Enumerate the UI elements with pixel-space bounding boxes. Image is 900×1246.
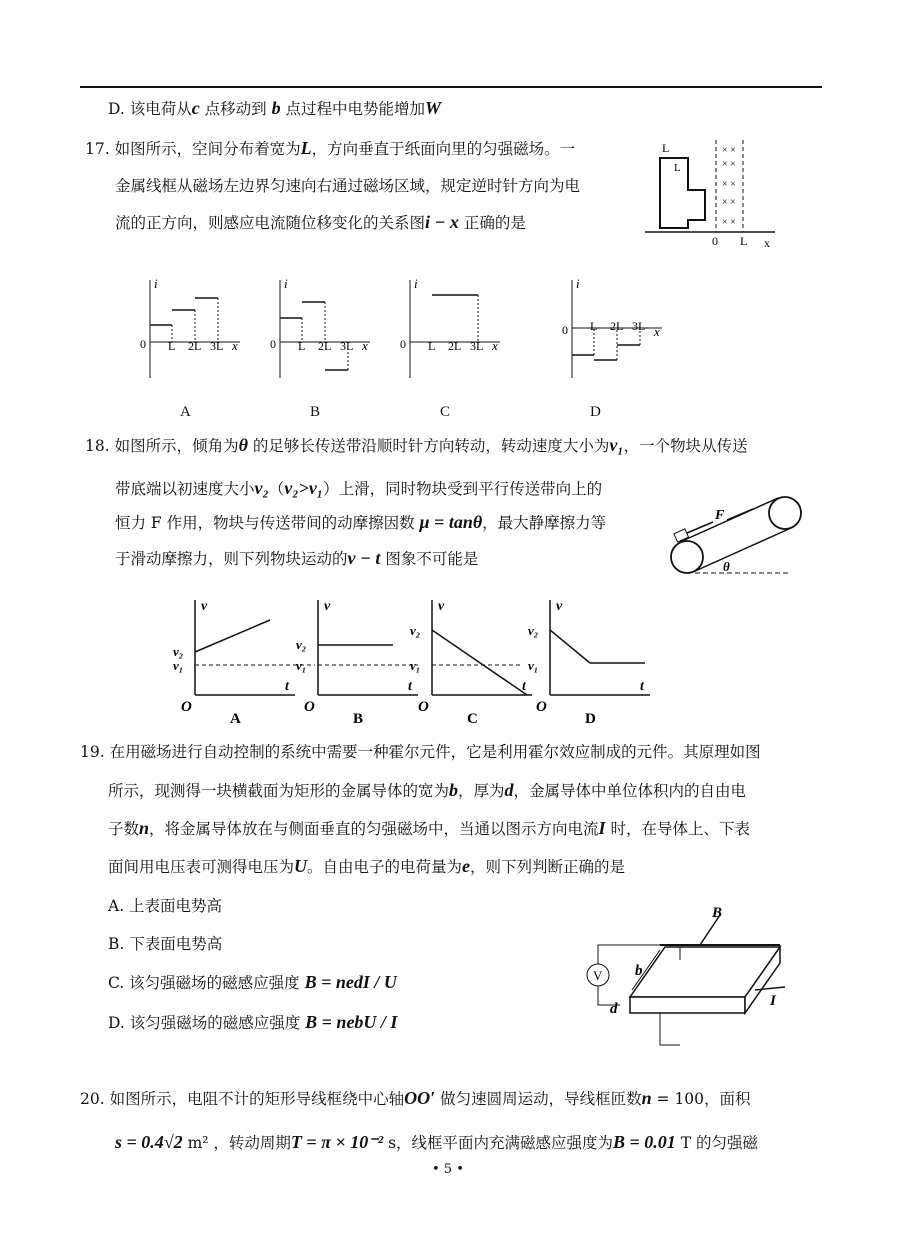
q18-line2 (115, 478, 602, 499)
q19-option-c (108, 972, 397, 993)
tick-label: 3L (632, 319, 646, 333)
math-expression: v − t (347, 548, 381, 568)
text-segment: D. 该电荷从 (108, 100, 192, 118)
q18-choice-c: C (467, 711, 478, 727)
tick-label: 3L (470, 339, 484, 353)
axis-label: x (654, 324, 660, 339)
q19-option-a (108, 896, 222, 916)
axis-label: v (201, 599, 208, 614)
page-number: • 5 • (432, 1162, 464, 1177)
voltmeter-label: V (593, 968, 603, 983)
width-label: L (662, 141, 670, 155)
text-segment: 点移动到 (199, 100, 272, 118)
math-expression: B = nebU / I (305, 1012, 398, 1032)
v1-label: v₁ (410, 658, 421, 673)
origin-label: O (418, 699, 429, 715)
text-segment: ，一个物块从传送 (623, 437, 748, 455)
text-segment: 正确的是 (458, 214, 526, 232)
thickness-label: d (610, 1001, 618, 1017)
math-expression: L (300, 138, 312, 158)
axis-label: i (414, 276, 418, 291)
q17-line2 (115, 176, 580, 196)
text-segment: = 100，面积 (651, 1090, 751, 1108)
text-segment: 点过程中电势能增加 (280, 100, 426, 118)
tick-label: L (298, 339, 306, 353)
text-segment: D. 该匀强磁场的磁感应强度 (108, 1014, 306, 1032)
svg-text:× ×: × × (722, 197, 736, 208)
q19-option-d (108, 1012, 397, 1033)
axis-label: v (438, 599, 445, 614)
q16-option-d (108, 98, 441, 119)
text-segment: 子数 (108, 820, 140, 838)
text-segment: ）上滑，同时物块受到平行传送带向上的 (323, 480, 603, 498)
q18-conveyor-figure (665, 495, 795, 580)
axis-label: v (324, 599, 331, 614)
q20-line1 (80, 1088, 751, 1109)
math-expression: μ = tanθ (419, 512, 483, 532)
math-expression: b (449, 780, 459, 800)
math-expression: e (462, 856, 471, 876)
math-expression: U (294, 856, 308, 876)
q20-line2 (115, 1132, 758, 1153)
math-expression: v₂ (254, 478, 269, 498)
origin-label: O (181, 699, 192, 715)
q18-line4 (115, 548, 478, 569)
v2-label: v₂ (528, 623, 539, 638)
axis-label: t (285, 679, 289, 694)
origin-label: O (304, 699, 315, 715)
header-rule (80, 86, 822, 88)
force-label: F (715, 508, 725, 523)
axis-label: 0 (712, 234, 718, 248)
q19-line4 (108, 856, 625, 877)
axis-label: i (284, 276, 288, 291)
text-segment: 恒力 F 作用，物块与传送带间的动摩擦因数 (115, 514, 420, 532)
text-segment: A. 上表面电势高 (108, 897, 223, 915)
math-expression: v₂>v₁ (284, 478, 324, 498)
math-expression: B = 0.01 (613, 1132, 676, 1152)
q17-choice-b[interactable]: B (310, 404, 321, 420)
text-segment: 所示，现测得一块横截面为矩形的金属导体的宽为 (108, 782, 450, 800)
text-segment: ，将金属导体放在与侧面垂直的匀强磁场中，当通以图示方向电流 (149, 820, 599, 838)
text-segment: 做匀速圆周运动，导线框匝数 (435, 1090, 642, 1108)
width-label: b (635, 963, 643, 979)
math-expression: s = 0.4√2 (115, 1132, 183, 1152)
text-segment: 20. 如图所示，电阻不计的矩形导线框绕中心轴 (80, 1090, 405, 1108)
text-segment: 。自由电子的电荷量为 (307, 858, 463, 876)
tick-label: L (590, 319, 598, 333)
q17-loop-figure (640, 135, 780, 255)
math-expression: I (598, 818, 606, 838)
axis-label: x (764, 236, 770, 250)
origin-label: 0 (140, 337, 146, 351)
q17-choice-d[interactable]: D (590, 404, 601, 420)
text-segment: s，线框平面内充满磁感应强度为 (383, 1134, 614, 1152)
q17-choice-c[interactable]: C (440, 404, 451, 420)
axis-label: t (640, 679, 644, 694)
text-segment: ，金属导体中单位体积内的自由电 (513, 782, 747, 800)
origin-label: O (536, 699, 547, 715)
tick-label: 3L (340, 339, 354, 353)
q18-vt-graphs (0, 595, 900, 735)
svg-text:× ×: × × (722, 217, 736, 228)
text-segment: （ (268, 480, 285, 498)
q19-line3 (108, 818, 750, 839)
v1-label: v₁ (173, 658, 184, 673)
text-segment: 17. 如图所示，空间分布着宽为 (85, 140, 301, 158)
text-segment: 18. 如图所示，倾角为 (85, 437, 239, 455)
text-segment: ，则下列判断正确的是 (470, 858, 626, 876)
axis-label: x (362, 338, 368, 353)
axis-label: x (492, 338, 498, 353)
q19-hall-element-figure (580, 905, 810, 1055)
velocity-line (195, 620, 270, 652)
q19-line1 (80, 742, 761, 762)
width-label: L (674, 162, 681, 174)
q17-choice-a[interactable]: A (180, 404, 191, 420)
text-segment: C. 该匀强磁场的磁感应强度 (108, 974, 305, 992)
q19-option-b (108, 934, 222, 954)
math-expression: i − x (425, 212, 459, 232)
tick-label: 2L (318, 339, 332, 353)
text-segment: ，最大静摩擦力等 (482, 514, 607, 532)
field-label: B (712, 905, 723, 921)
math-expression: T = π × 10⁻² (290, 1132, 384, 1152)
math-expression: c (191, 98, 200, 118)
text-segment: 19. 在用磁场进行自动控制的系统中需要一种霍尔元件，它是利用霍尔效应制成的元件。其原理如图 (80, 743, 761, 761)
text-segment: 于滑动摩擦力，则下列物块运动的 (115, 550, 348, 568)
current-label: I (770, 993, 776, 1009)
q18-choice-b: B (353, 711, 364, 727)
text-segment: T 的匀强磁 (675, 1134, 759, 1152)
math-expression: n (139, 818, 150, 838)
v2-label: v₂ (296, 637, 307, 652)
text-segment: 图象不可能是 (380, 550, 479, 568)
svg-text:× ×: × × (722, 179, 736, 190)
math-expression: θ (238, 435, 248, 455)
axis-label: i (154, 276, 158, 291)
q17-line3 (115, 212, 526, 233)
tick-label: 2L (188, 339, 202, 353)
q18-line1 (85, 435, 748, 456)
tick-label: L (428, 339, 436, 353)
q18-line3 (115, 512, 606, 533)
text-segment: ，方向垂直于纸面向里的匀强磁场。一 (311, 140, 576, 158)
velocity-line (432, 630, 527, 695)
axis-label: t (522, 679, 526, 694)
q18-choice-d: D (585, 711, 596, 727)
axis-label: t (408, 679, 412, 694)
v2-label: v₂ (410, 623, 421, 638)
text-segment: m² ，转动周期 (182, 1134, 291, 1152)
math-expression: d (504, 780, 514, 800)
velocity-line (550, 630, 590, 663)
v1-label: v₁ (296, 658, 307, 673)
text-segment: 的足够长传送带沿顺时针方向转动，转动速度大小为 (247, 437, 610, 455)
axis-label: i (576, 276, 580, 291)
text-segment: 面间用电压表可测得电压为 (108, 858, 295, 876)
tick-label: 2L (610, 319, 624, 333)
v2-label: v₂ (173, 644, 184, 659)
text-segment: ，厚为 (458, 782, 505, 800)
q19-line2 (108, 780, 746, 801)
v1-label: v₁ (528, 658, 539, 673)
tick-label: L (168, 339, 176, 353)
origin-label: 0 (562, 323, 568, 337)
text-segment: 流的正方向，则感应电流随位移变化的关系图 (115, 214, 426, 232)
q17-ix-graphs (0, 270, 900, 390)
svg-text:× ×: × × (722, 145, 736, 156)
tick-label: 2L (448, 339, 462, 353)
q17-line1 (85, 138, 575, 159)
origin-label: 0 (400, 337, 406, 351)
math-expression: b (271, 98, 281, 118)
axis-label: L (740, 234, 748, 248)
text-segment: B. 下表面电势高 (108, 935, 223, 953)
axis-label: v (556, 599, 563, 614)
q18-choice-a: A (230, 711, 241, 727)
text-segment: 带底端以初速度大小 (115, 480, 255, 498)
math-expression: n (641, 1088, 652, 1108)
text-segment: 金属线框从磁场左边界匀速向右通过磁场区域，规定逆时针方向为电 (115, 177, 581, 195)
angle-label: θ (723, 559, 730, 574)
tick-label: 3L (210, 339, 224, 353)
math-expression: v₁ (609, 435, 624, 455)
math-expression: OO′ (404, 1088, 436, 1108)
math-expression: B = nedI / U (304, 972, 397, 992)
math-expression: W (425, 98, 442, 118)
svg-text:× ×: × × (722, 159, 736, 170)
text-segment: 时，在导体上、下表 (605, 820, 750, 838)
axis-label: x (232, 338, 238, 353)
origin-label: 0 (270, 337, 276, 351)
